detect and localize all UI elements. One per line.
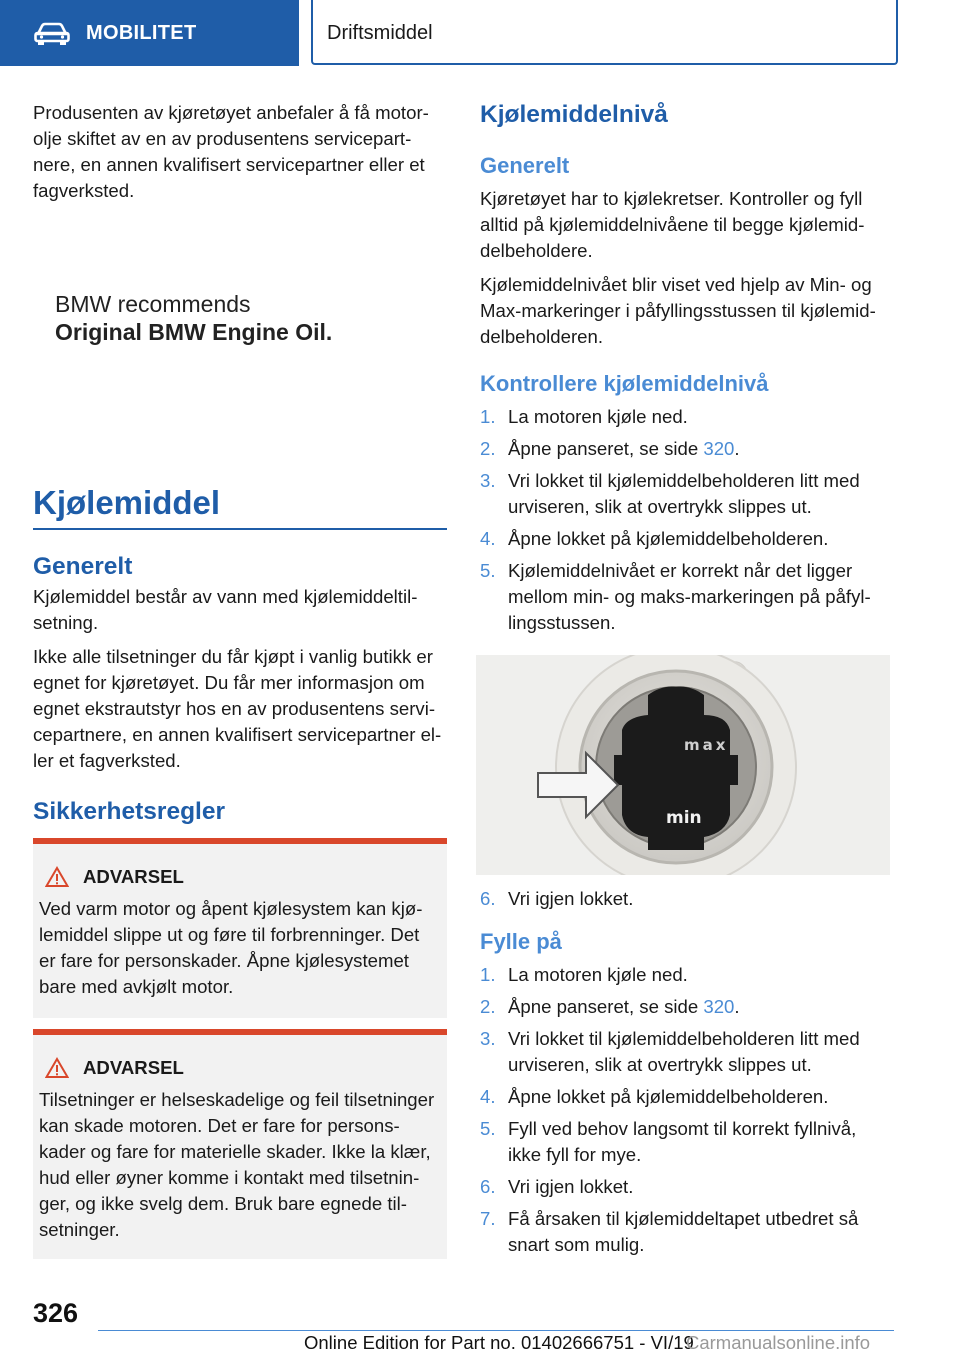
- list-item: 5. Kjølemiddelnivået er korrekt når det ligger mellom min- og maks-markeringen på påfyllingsstussen.: [480, 560, 871, 633]
- list-item: 2. Åpne panseret, se side 320.: [480, 996, 740, 1017]
- check-level-heading: Kontrollere kjølemiddelnivå: [480, 371, 769, 396]
- warning-1-title: ADVARSEL: [83, 866, 184, 887]
- warning-2-title: ADVARSEL: [83, 1057, 184, 1078]
- page-link[interactable]: 320: [703, 996, 735, 1017]
- filler-neck-illustration: [476, 655, 890, 875]
- section-title: Driftsmiddel: [327, 22, 433, 44]
- check-steps-list: [480, 404, 890, 636]
- list-item: 4. Åpne lokket på kjølemiddelbeholderen.: [480, 1086, 829, 1107]
- general-paragraph-2: Ikke alle tilsetninger du får kjøpt i vanlig butikk er egnet for kjøretøyet. Du får mer informasjon om egnet ekstrautstyr hos en av produsentens servicepartnere, en annen kvalifisert servicepartner eller et fagverksted.: [33, 646, 442, 771]
- coolant-filler-photo: [476, 655, 890, 875]
- oil-intro-paragraph: Produsenten av kjøretøyet anbefaler å få motorolje skiftet av en av produsentens servicepartnere, en annen kvalifisert servicepartner eller et fagverksted.: [33, 102, 429, 201]
- edition-text: Online Edition for Part no. 01402666751 - VI/19: [304, 1332, 694, 1353]
- section-title-box: [311, 0, 898, 65]
- list-item: 4. Åpne lokket på kjølemiddelbeholderen.: [480, 528, 829, 549]
- page-number: 326: [33, 1298, 79, 1328]
- warning-1-text: Ved varm motor og åpent kjølesystem kan kjølemiddel slippe ut og føre til forbrenninger. Det er fare for personskader. Åpne kjølesystemet bare med avkjølt motor.: [39, 898, 423, 997]
- bmw-engine-oil-text: Original BMW Engine Oil.: [55, 319, 333, 345]
- section-tab-label: MOBILITET: [86, 22, 197, 44]
- bmw-recommends-text: BMW recommends: [55, 291, 251, 317]
- coolant-level-title: Kjølemiddelnivå: [480, 101, 668, 128]
- warning-2-text: Tilsetninger er helseskadelige og feil tilsetninger kan skade motoren. Det er fare for personskader og fare for materielle skader. Ikke la klær, hud eller øyner komme i kontakt med tilsetninger, og ikke svelg dem. Bruk bare egnede tilsetninger.: [39, 1089, 435, 1240]
- coolant-general-section: [33, 552, 447, 782]
- fill-heading: Fylle på: [480, 929, 562, 954]
- left-column: [33, 100, 447, 212]
- bmw-oil-logo: [33, 290, 447, 360]
- right-column: [480, 100, 890, 642]
- list-item: 6. Vri igjen lokket.: [480, 1176, 634, 1197]
- section-tab: [0, 0, 299, 66]
- footer-divider: [98, 1330, 894, 1331]
- warning-box-2: [33, 1029, 447, 1259]
- car-icon: [34, 22, 70, 46]
- list-item: 5. Fyll ved behov langsomt til korrekt fyllnivå, ikke fyll for mye.: [480, 1118, 857, 1165]
- list-item: 7. Få årsaken til kjølemiddeltapet utbedret så snart som mulig.: [480, 1208, 859, 1255]
- warning-triangle-icon: [45, 866, 69, 888]
- chapter-title: Kjølemiddel: [33, 482, 447, 530]
- list-item: 6. Vri igjen lokket.: [480, 888, 634, 909]
- max-marking: max: [684, 736, 729, 754]
- general-heading: Generelt: [33, 553, 133, 580]
- warning-box-1: [33, 838, 447, 1018]
- list-item: 3. Vri lokket til kjølemiddelbeholderen litt med urviseren, slik at overtrykk slippes ut.: [480, 470, 860, 517]
- list-item: 1. La motoren kjøle ned.: [480, 406, 688, 427]
- warning-triangle-icon: [45, 1057, 69, 1079]
- fill-steps-list: [480, 962, 890, 1258]
- level-general-paragraph-1: Kjøretøyet har to kjølekretser. Kontroller og fyll alltid på kjølemiddelnivåene til begge kjølemiddelbeholdere.: [480, 188, 865, 261]
- list-item: 2. Åpne panseret, se side 320.: [480, 438, 740, 459]
- list-item: 3. Vri lokket til kjølemiddelbeholderen litt med urviseren, slik at overtrykk slippes ut.: [480, 1028, 860, 1075]
- watermark: Carmanualsonline.info: [686, 1332, 871, 1353]
- min-marking: min: [666, 808, 702, 828]
- fill-section: [480, 886, 890, 1264]
- safety-heading: Sikkerhetsregler: [33, 798, 226, 825]
- page-link[interactable]: 320: [703, 438, 735, 459]
- list-item: 1. La motoren kjøle ned.: [480, 964, 688, 985]
- level-general-paragraph-2: Kjølemiddelnivået blir viset ved hjelp av Min- og Max-markeringer i påfyllingsstussen til kjølemiddelbeholderen.: [480, 274, 876, 347]
- level-general-heading: Generelt: [480, 153, 570, 178]
- general-paragraph-1: Kjølemiddel består av vann med kjølemiddeltilsetning.: [33, 586, 418, 633]
